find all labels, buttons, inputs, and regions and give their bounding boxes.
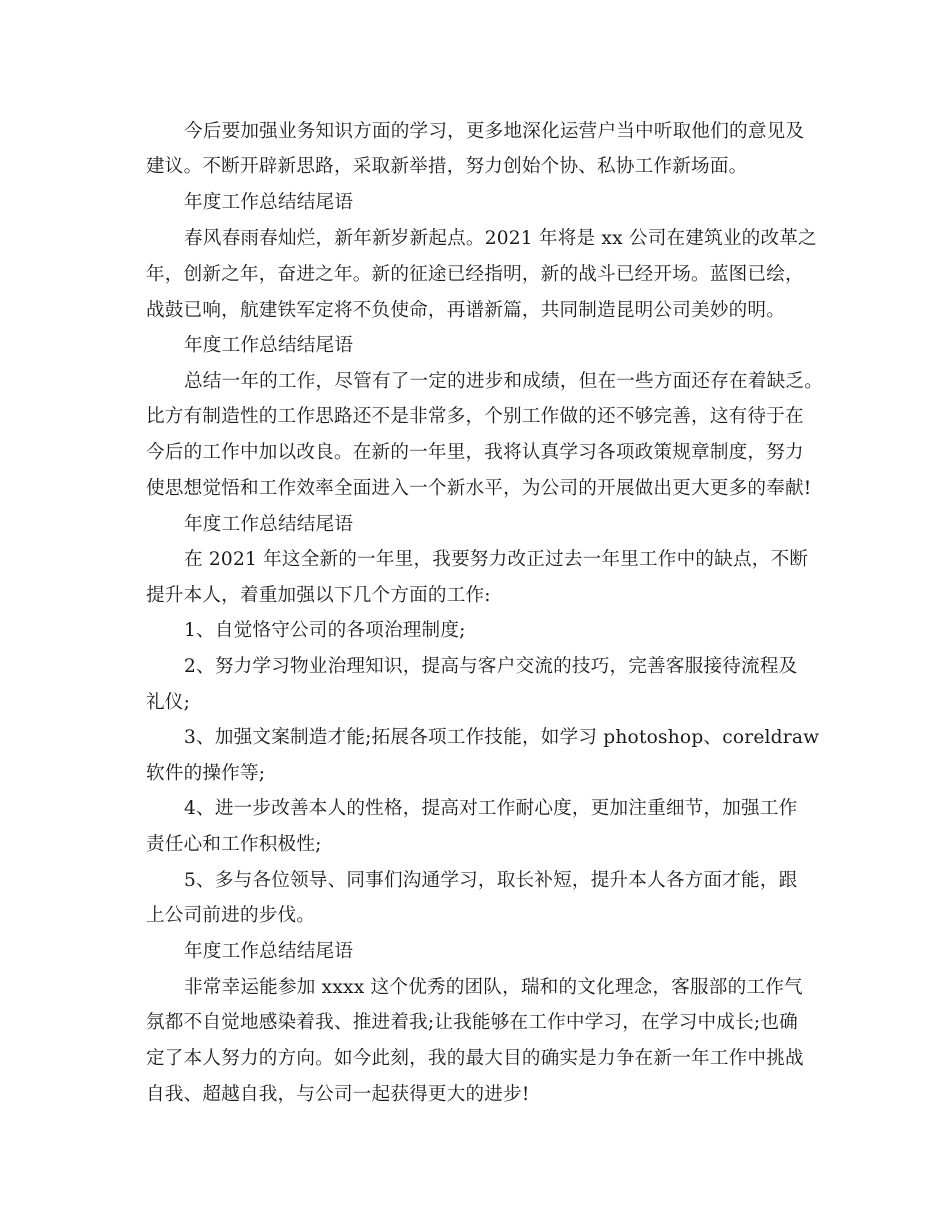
paragraph-line: 非常幸运能参加 xxxx 这个优秀的团队，瑞和的文化理念，客服部的工作气 [184, 977, 803, 998]
list-item: 5、多与各位领导、同事们沟通学习，取长补短，提升本人各方面才能，跟 [184, 870, 798, 891]
paragraph-line: 在 2021 年这全新的一年里，我要努力改正过去一年里工作中的缺点，不断 [184, 549, 809, 570]
section-heading: 年度工作总结结尾语 [184, 514, 354, 535]
list-item: 2、努力学习物业治理知识，提高与客户交流的技巧，完善客服接待流程及 [184, 656, 798, 677]
paragraph-line: 今后的工作中加以改良。在新的一年里，我将认真学习各项政策规章制度，努力 [146, 442, 804, 463]
list-item: 3、加强文案制造才能;拓展各项工作技能，如学习 photoshop、coreldraw [184, 727, 820, 748]
paragraph-line: 年，创新之年，奋进之年。新的征途已经指明，新的战斗已经开场。蓝图已绘， [146, 264, 804, 285]
section-heading: 年度工作总结结尾语 [184, 941, 354, 962]
paragraph-line: 氛都不自觉地感染着我、推进着我;让我能够在工作中学习，在学习中成长;也确 [146, 1012, 798, 1033]
list-item: 1、自觉恪守公司的各项治理制度; [184, 620, 466, 641]
paragraph-line: 使思想觉悟和工作效率全面进入一个新水平，为公司的开展做出更大更多的奉献! [146, 478, 812, 499]
paragraph-line: 今后要加强业务知识方面的学习，更多地深化运营户当中听取他们的意见及 [184, 121, 805, 142]
paragraph-line: 总结一年的工作，尽管有了一定的进步和成绩，但在一些方面还存在着缺乏。 [184, 371, 823, 392]
paragraph-line: 提升本人，着重加强以下几个方面的工作: [146, 585, 491, 606]
list-item: 4、进一步改善本人的性格，提高对工作耐心度，更加注重细节，加强工作 [184, 798, 798, 819]
list-item-continuation: 礼仪; [146, 692, 191, 713]
paragraph-line: 自我、超越自我，与公司一起获得更大的进步! [146, 1084, 530, 1105]
list-item-continuation: 软件的操作等; [146, 763, 266, 784]
paragraph-line: 战鼓已响，航建铁军定将不负使命，再谱新篇，共同制造昆明公司美妙的明。 [146, 300, 785, 321]
section-heading: 年度工作总结结尾语 [184, 192, 354, 213]
paragraph-line: 定了本人努力的方向。如今此刻，我的最大目的确实是力争在新一年工作中挑战 [146, 1048, 804, 1069]
paragraph-line: 比方有制造性的工作思路还不是非常多，个别工作做的还不够完善，这有待于在 [146, 406, 804, 427]
paragraph-line: 建议。不断开辟新思路，采取新举措，努力创始个协、私协工作新场面。 [146, 156, 748, 177]
list-item-continuation: 责任心和工作积极性; [146, 834, 322, 855]
section-heading: 年度工作总结结尾语 [184, 335, 354, 356]
list-item-continuation: 上公司前进的步伐。 [146, 905, 316, 926]
paragraph-line: 春风春雨春灿烂，新年新岁新起点。2021 年将是 xx 公司在建筑业的改革之 [184, 228, 817, 249]
